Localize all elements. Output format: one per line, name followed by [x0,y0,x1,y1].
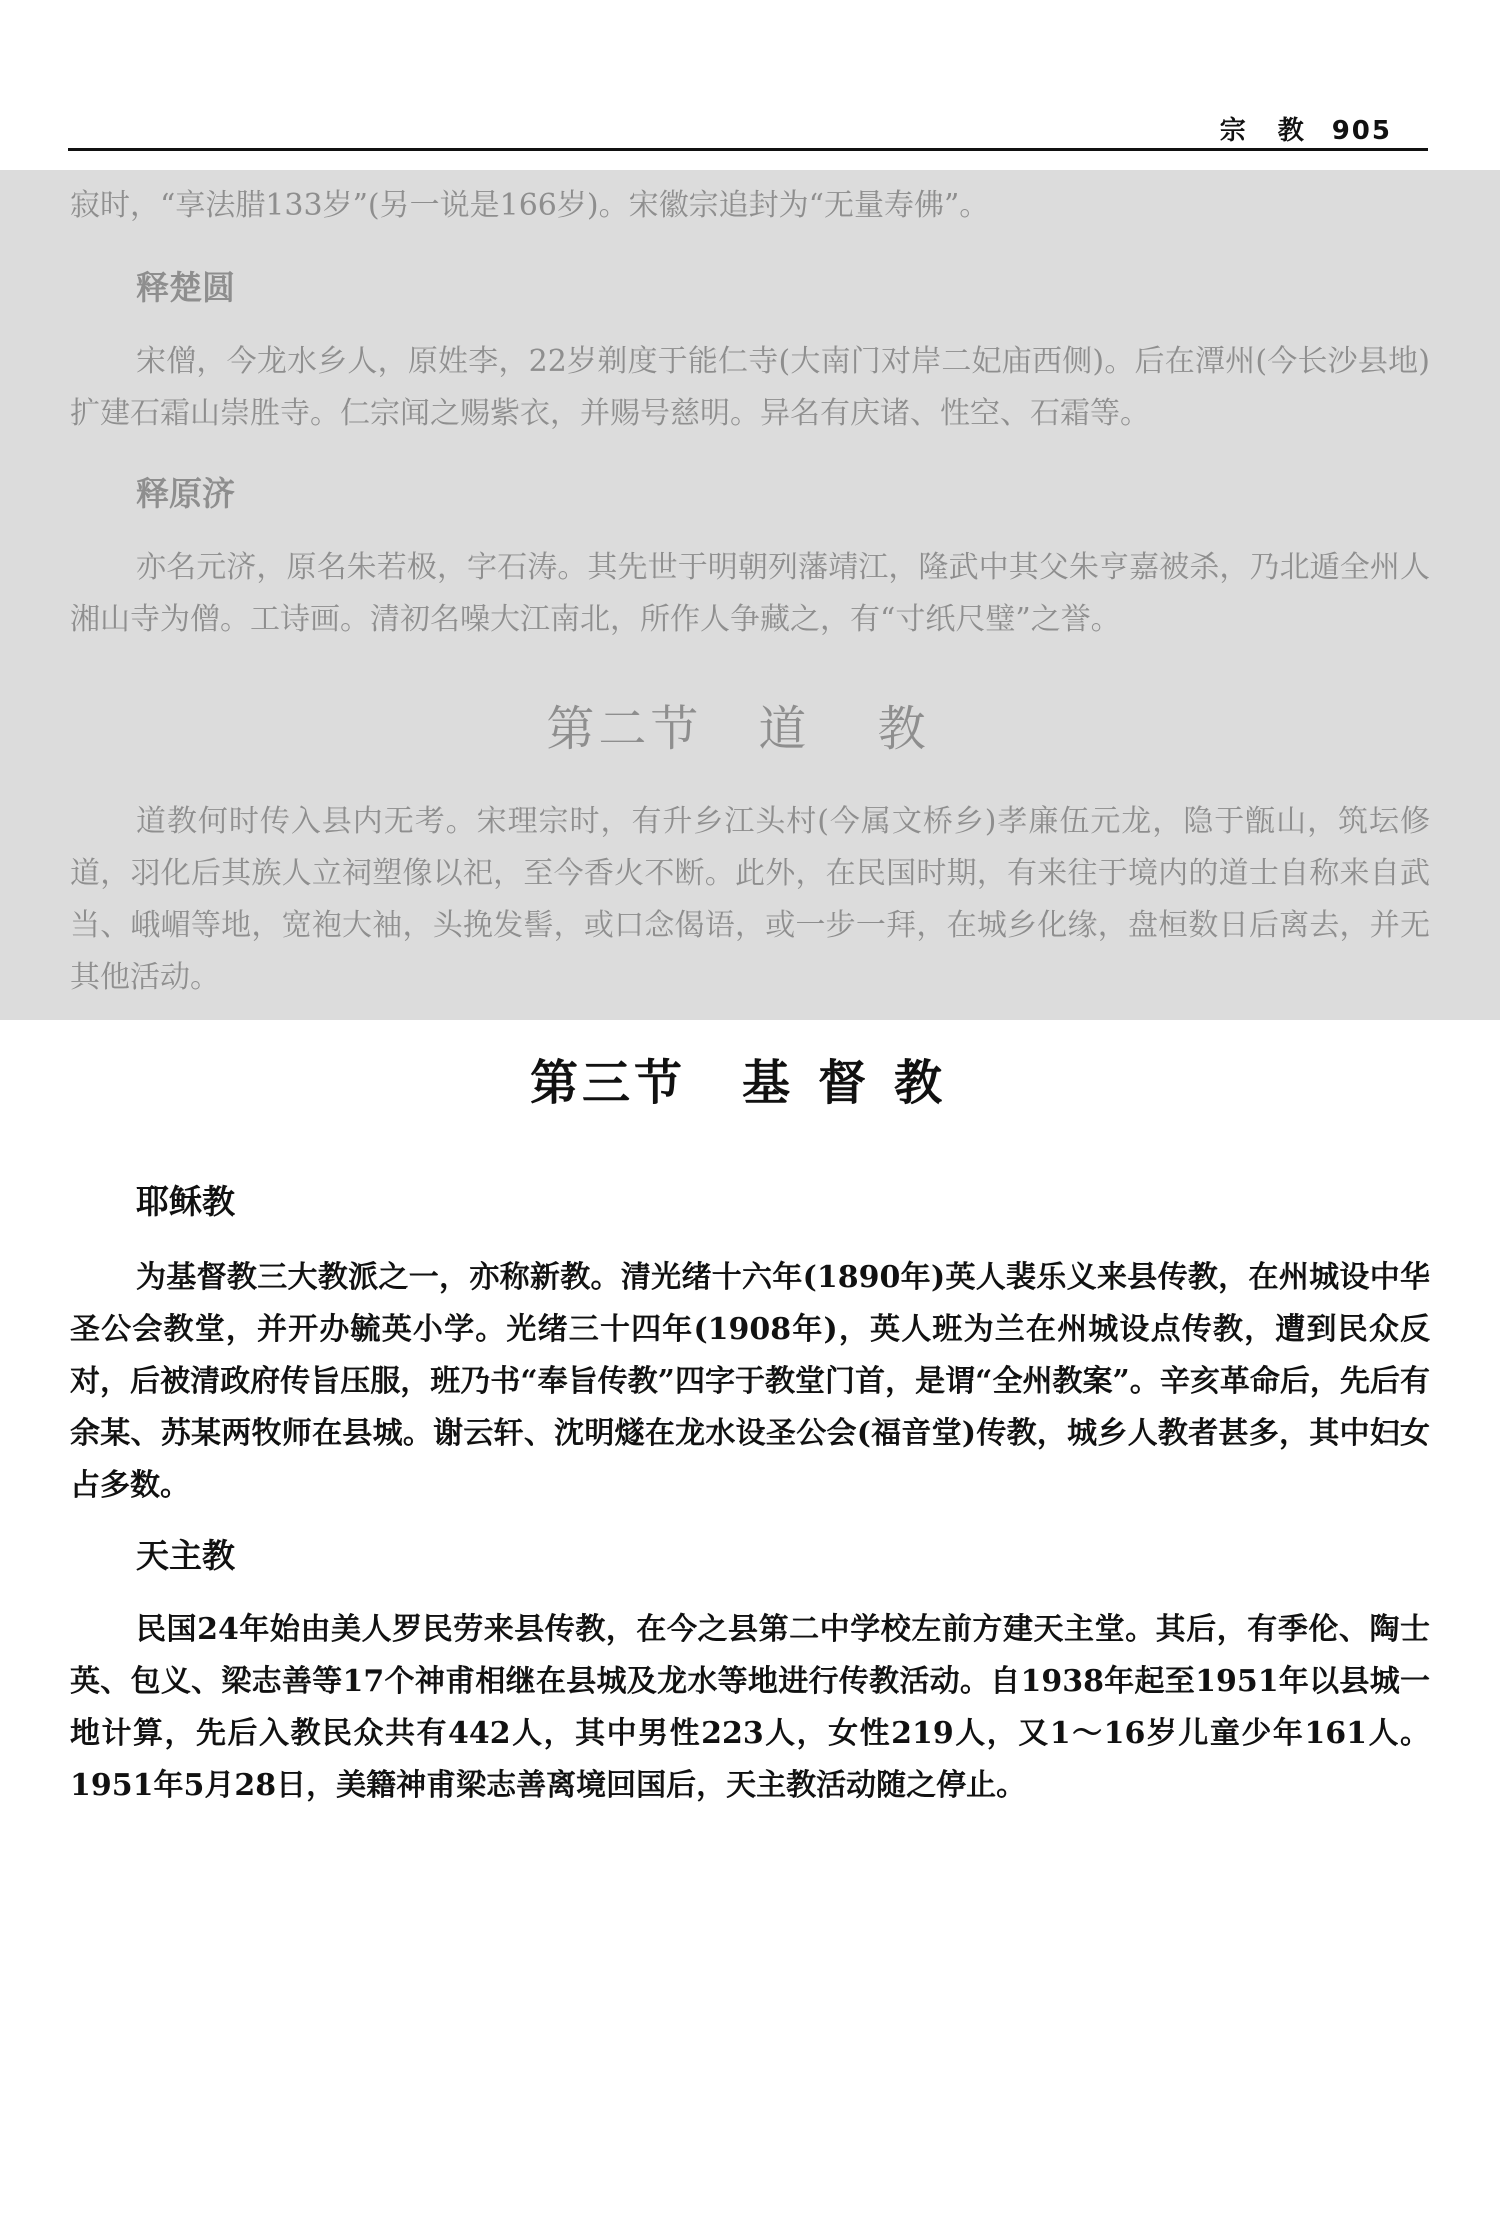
running-head-char-1: 宗 [1219,116,1248,146]
entry-body-protestantism: 为基督教三大教派之一，亦称新教。清光绪十六年(1890年)英人裴乐义来县传教，在州城设中华圣公会教堂，并开办毓英小学。光绪三十四年(1908年)，英人班为兰在州城设点传教，遭到民众反对，后被清政府传旨压服，班乃书“奉旨传教”四字于教堂门首，是谓“全州教案”。辛亥革命后，先后有余某、苏某两牧师在县城。谢云轩、沈明燧在龙水设圣公会(福音堂)传教，城乡人教者甚多，其中妇女占多数。 [70,1260,1430,1503]
section-title-daoism [0,690,1500,759]
section-number: 第三节 [529,1055,686,1111]
running-head [1220,110,1392,147]
entry-body-catholicism: 民国24年始由美人罗民劳来县传教，在今之县第二中学校左前方建天主堂。其后，有季伦、陶士英、包义、梁志善等17个神甫相继在县城及龙水等地进行传教活动。自1938年起至1951年以县城一地计算，先后入教民众共有442人，其中男性223人，女性219人，又1～16岁儿童少年161人。1951年5月28日，美籍神甫梁志善离境回国后，天主教活动随之停止。 [70,1612,1430,1803]
page-header [68,102,1428,151]
entry-heading-protestantism: 耶稣教 [136,1182,235,1221]
section-number: 第二节 [546,701,703,757]
entry-heading-yuanji: 释原济 [136,474,235,513]
entry-body-chuyuan: 宋僧，今龙水乡人，原姓李，22岁剃度于能仁寺(大南门对岸二妃庙西侧)。后在潭州(今长沙县地)扩建石霜山崇胜寺。仁宗闻之赐紫衣，并赐号慈明。异名有庆诸、性空、石霜等。 [70,344,1430,431]
section-body-daoism: 道教何时传入县内无考。宋理宗时，有升乡江头村(今属文桥乡)孝廉伍元龙，隐于甑山，筑坛修道，羽化后其族人立祠塑像以祀，至今香火不断。此外，在民国时期，有来往于境内的道士自称来自武当、峨嵋等地，宽袍大袖，头挽发髻，或口念偈语，或一步一拜，在城乡化缘，盘桓数日后离去，并无其他活动。 [70,804,1430,995]
intro-line: 寂时，“享法腊133岁”(另一说是166岁)。宋徽宗追封为“无量寿佛”。 [70,188,990,223]
section-name: 基督教 [742,1055,971,1111]
entry-body-yuanji: 亦名元济，原名朱若极，字石涛。其先世于明朝列藩靖江，隆武中其父朱亨嘉被杀，乃北遁全州人湘山寺为僧。工诗画。清初名噪大江南北，所作人争藏之，有“寸纸尺璧”之誉。 [70,550,1430,637]
running-head-char-2: 教 [1277,116,1306,146]
entry-heading-chuyuan: 释楚圆 [136,268,235,307]
section-title-christianity [0,1044,1500,1113]
section-name: 道 教 [758,701,954,757]
entry-heading-catholicism: 天主教 [136,1536,235,1575]
page-number: 905 [1331,116,1392,146]
